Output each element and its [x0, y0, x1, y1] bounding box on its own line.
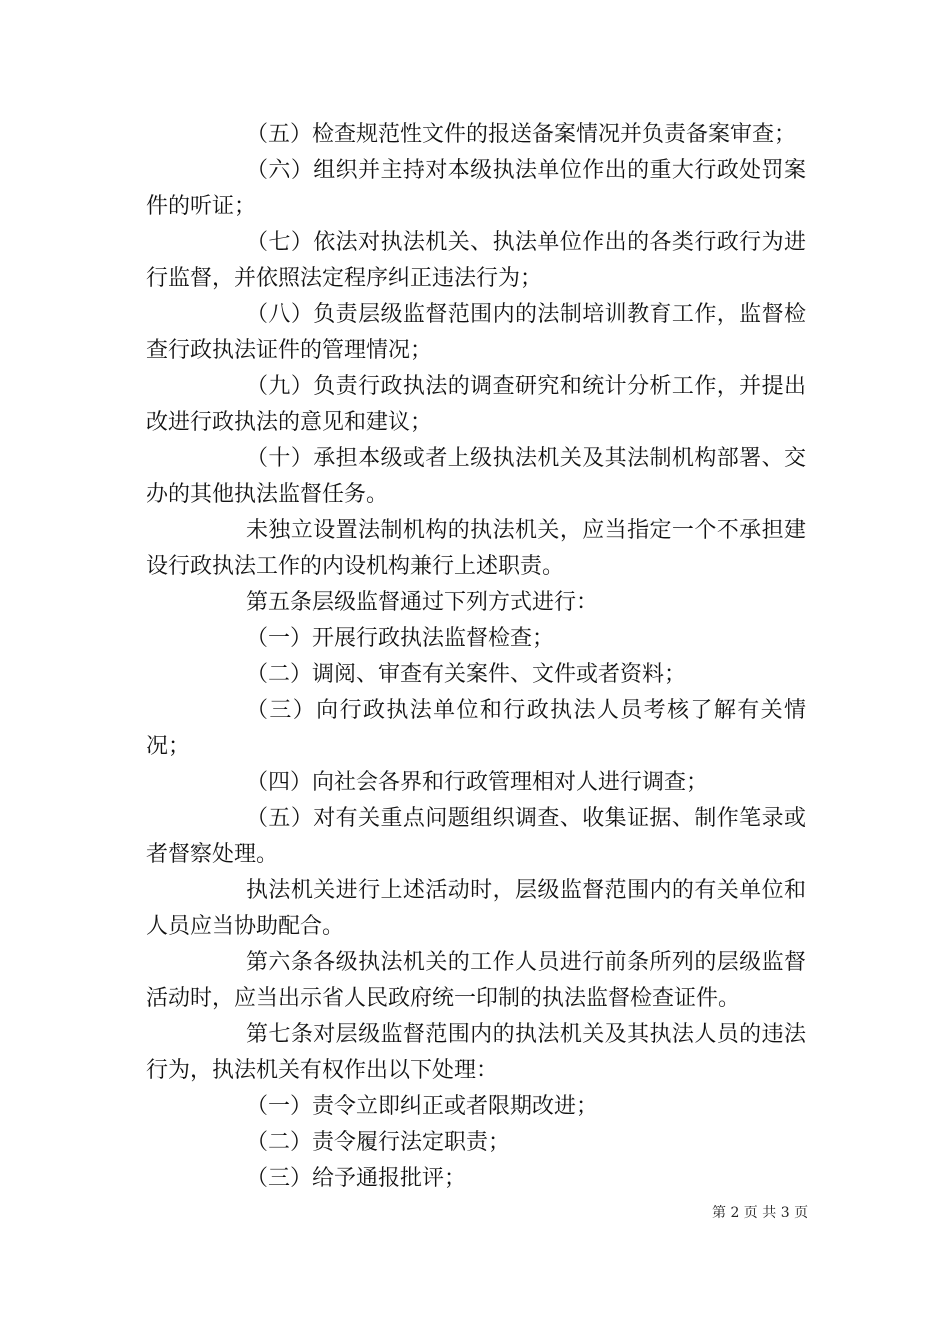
article-5-item-1: （一）开展行政执法监督检查； [246, 626, 555, 651]
article-7-heading: 第七条对层级监督范围内的执法机关及其执法人员的违法行为，执法机关有权作出以下处理： [146, 1022, 806, 1083]
article-7-item-1: （一）责令立即纠正或者限期改进； [246, 1094, 599, 1119]
article-7-item-3: （三）给予通报批评； [246, 1166, 467, 1191]
article-5-item-3: （三）向行政执法单位和行政执法人员考核了解有关情况； [146, 698, 806, 759]
article-5-item-4: （四）向社会各界和行政管理相对人进行调查； [246, 770, 709, 795]
document-body [146, 117, 806, 1197]
article-6: 第六条各级执法机关的工作人员进行前条所列的层级监督活动时，应当出示省人民政府统一印制的执法监督检查证件。 [146, 950, 806, 1011]
paragraph-item-10: （十）承担本级或者上级执法机关及其法制机构部署、交办的其他执法监督任务。 [146, 446, 806, 507]
page-number-footer: 第 2 页 共 3 页 [712, 1205, 809, 1221]
paragraph-item-5: （五）检查规范性文件的报送备案情况并负责备案审查； [246, 122, 797, 147]
paragraph-item-8: （八）负责层级监督范围内的法制培训教育工作，监督检查行政执法证件的管理情况； [146, 302, 806, 363]
paragraph-no-legal-office: 未独立设置法制机构的执法机关，应当指定一个不承担建设行政执法工作的内设机构兼行上述职责。 [146, 518, 806, 579]
paragraph-item-6: （六）组织并主持对本级执法单位作出的重大行政处罚案件的听证； [146, 158, 806, 219]
article-5-item-2: （二）调阅、审查有关案件、文件或者资料； [246, 662, 687, 687]
article-5-cooperation: 执法机关进行上述活动时，层级监督范围内的有关单位和人员应当协助配合。 [146, 878, 806, 939]
article-5-item-5: （五）对有关重点问题组织调查、收集证据、制作笔录或者督察处理。 [146, 806, 806, 867]
article-7-item-2: （二）责令履行法定职责； [246, 1130, 511, 1155]
article-5-heading: 第五条层级监督通过下列方式进行： [246, 590, 599, 615]
paragraph-item-7: （七）依法对执法机关、执法单位作出的各类行政行为进行监督，并依照法定程序纠正违法行为； [146, 230, 806, 291]
paragraph-item-9: （九）负责行政执法的调查研究和统计分析工作，并提出改进行政执法的意见和建议； [146, 374, 806, 435]
